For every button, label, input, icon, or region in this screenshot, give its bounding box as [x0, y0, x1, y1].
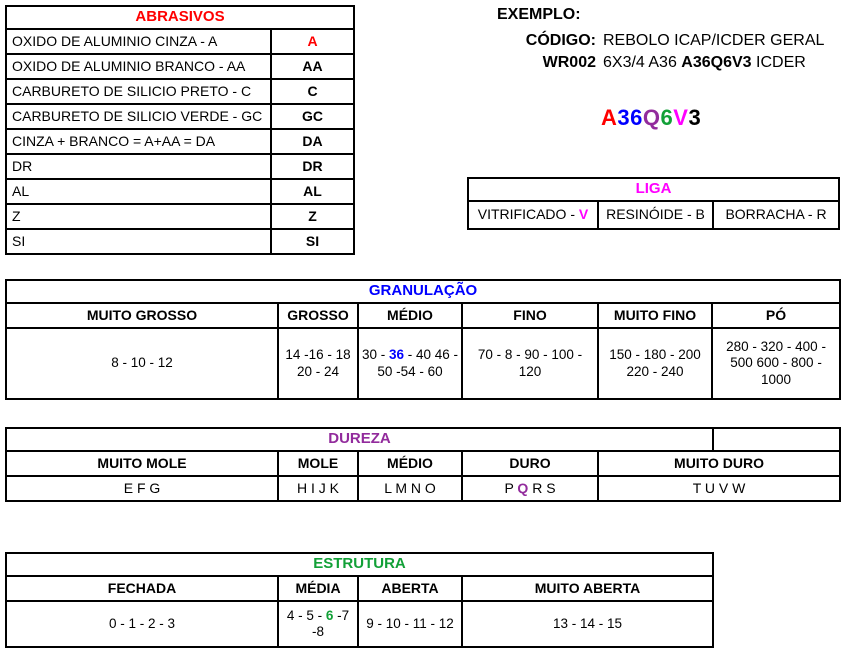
dureza-header: MOLE — [278, 451, 358, 476]
table-row — [6, 104, 354, 129]
wr-label: WR002 — [542, 54, 596, 71]
liga-title: LIGA — [468, 178, 839, 201]
table-row — [6, 601, 713, 647]
example-wr-row — [497, 54, 824, 76]
abrasivos-row-label: SI — [6, 229, 271, 254]
granulacao-medio-cell: 30 - 36 - 40 46 - 50 -54 - 60 — [358, 328, 462, 399]
abrasivos-row-label: OXIDO DE ALUMINIO BRANCO - AA — [6, 54, 271, 79]
granulacao-header: MÉDIO — [358, 303, 462, 328]
codigo-value: REBOLO ICAP/ICDER GERAL — [603, 32, 825, 49]
code-segment-structure: 6 — [660, 105, 674, 130]
abrasivos-row-label: CARBURETO DE SILICIO PRETO - C — [6, 79, 271, 104]
table-row — [6, 179, 354, 204]
table-row — [6, 204, 354, 229]
abrasivos-title: ABRASIVOS — [6, 6, 354, 29]
code-segment-hardness: Q — [642, 105, 661, 130]
liga-resinoide-cell: RESINÓIDE - B — [598, 201, 713, 229]
codigo-label: CÓDIGO: — [525, 32, 596, 49]
abrasivos-table — [5, 5, 355, 255]
dureza-table — [5, 427, 841, 502]
dureza-title: DUREZA — [6, 428, 713, 451]
wr-value: 6X3/4 A36 A36Q6V3 ICDER — [603, 54, 806, 71]
abrasivos-row-label: Z — [6, 204, 271, 229]
abrasivos-row-code: DR — [271, 154, 354, 179]
dureza-muito-duro-cell: T U V W — [598, 476, 840, 501]
table-header-row — [6, 576, 713, 601]
table-row — [6, 129, 354, 154]
estrutura-title: ESTRUTURA — [6, 553, 713, 576]
granulacao-grosso-cell: 14 -16 - 18 20 - 24 — [278, 328, 358, 399]
example-title: EXEMPLO: — [497, 6, 581, 23]
abrasivos-row-code: GC — [271, 104, 354, 129]
abrasivos-row-code: AL — [271, 179, 354, 204]
code-segment-grain: 36 — [617, 105, 643, 130]
granulacao-muito-fino-cell: 150 - 180 - 200 220 - 240 — [598, 328, 712, 399]
granulacao-title: GRANULAÇÃO — [6, 280, 840, 303]
dureza-muito-mole-cell: E F G — [6, 476, 278, 501]
estrutura-fechada-cell: 0 - 1 - 2 - 3 — [6, 601, 278, 647]
dureza-header: MUITO DURO — [598, 451, 840, 476]
code-segment-abrasive: A — [601, 105, 618, 130]
granulacao-header: PÓ — [712, 303, 840, 328]
estrutura-table — [5, 552, 714, 648]
dureza-medio-cell: L M N O — [358, 476, 462, 501]
example-codigo-row — [497, 32, 824, 54]
estrutura-header: FECHADA — [6, 576, 278, 601]
abrasivos-row-label: CARBURETO DE SILICIO VERDE - GC — [6, 104, 271, 129]
example-block — [497, 6, 824, 76]
dureza-mole-cell: H I J K — [278, 476, 358, 501]
granulacao-muito-grosso-cell: 8 - 10 - 12 — [6, 328, 278, 399]
table-row — [6, 328, 840, 399]
abrasivos-row-code: SI — [271, 229, 354, 254]
table-row — [6, 29, 354, 54]
abrasivos-row-label: AL — [6, 179, 271, 204]
granulacao-header: GROSSO — [278, 303, 358, 328]
granulacao-header: FINO — [462, 303, 598, 328]
abrasivos-row-code: A — [271, 29, 354, 54]
granulacao-fino-cell: 70 - 8 - 90 - 100 - 120 — [462, 328, 598, 399]
abrasivos-row-label: DR — [6, 154, 271, 179]
table-row — [6, 229, 354, 254]
dureza-header: DURO — [462, 451, 598, 476]
colored-code — [601, 105, 701, 131]
abrasivos-row-code: C — [271, 79, 354, 104]
table-row — [468, 201, 839, 229]
dureza-duro-cell: P Q R S — [462, 476, 598, 501]
abrasivos-row-label: CINZA + BRANCO = A+AA = DA — [6, 129, 271, 154]
dureza-header: MÉDIO — [358, 451, 462, 476]
granulacao-po-cell: 280 - 320 - 400 - 500 600 - 800 - 1000 — [712, 328, 840, 399]
dureza-header-empty-cell — [713, 428, 840, 451]
granulacao-header: MUITO FINO — [598, 303, 712, 328]
estrutura-muito-aberta-cell: 13 - 14 - 15 — [462, 601, 713, 647]
abrasivos-row-label: OXIDO DE ALUMINIO CINZA - A — [6, 29, 271, 54]
abrasivos-row-code: AA — [271, 54, 354, 79]
table-row — [6, 54, 354, 79]
estrutura-header: ABERTA — [358, 576, 462, 601]
table-header-row — [6, 451, 840, 476]
code-segment-bond: V — [673, 105, 689, 130]
estrutura-media-cell: 4 - 5 - 6 -7 -8 — [278, 601, 358, 647]
estrutura-aberta-cell: 9 - 10 - 11 - 12 — [358, 601, 462, 647]
table-row — [6, 79, 354, 104]
estrutura-header: MUITO ABERTA — [462, 576, 713, 601]
liga-borracha-cell: BORRACHA - R — [713, 201, 839, 229]
table-row — [6, 476, 840, 501]
code-segment-last: 3 — [688, 105, 702, 130]
abrasivos-row-code: DA — [271, 129, 354, 154]
table-header-row — [6, 303, 840, 328]
liga-vitrificado-cell: VITRIFICADO - V — [468, 201, 598, 229]
granulacao-header: MUITO GROSSO — [6, 303, 278, 328]
abrasivos-row-code: Z — [271, 204, 354, 229]
granulacao-table — [5, 279, 841, 400]
dureza-header: MUITO MOLE — [6, 451, 278, 476]
estrutura-header: MÉDIA — [278, 576, 358, 601]
table-row — [6, 154, 354, 179]
liga-table — [467, 177, 840, 230]
